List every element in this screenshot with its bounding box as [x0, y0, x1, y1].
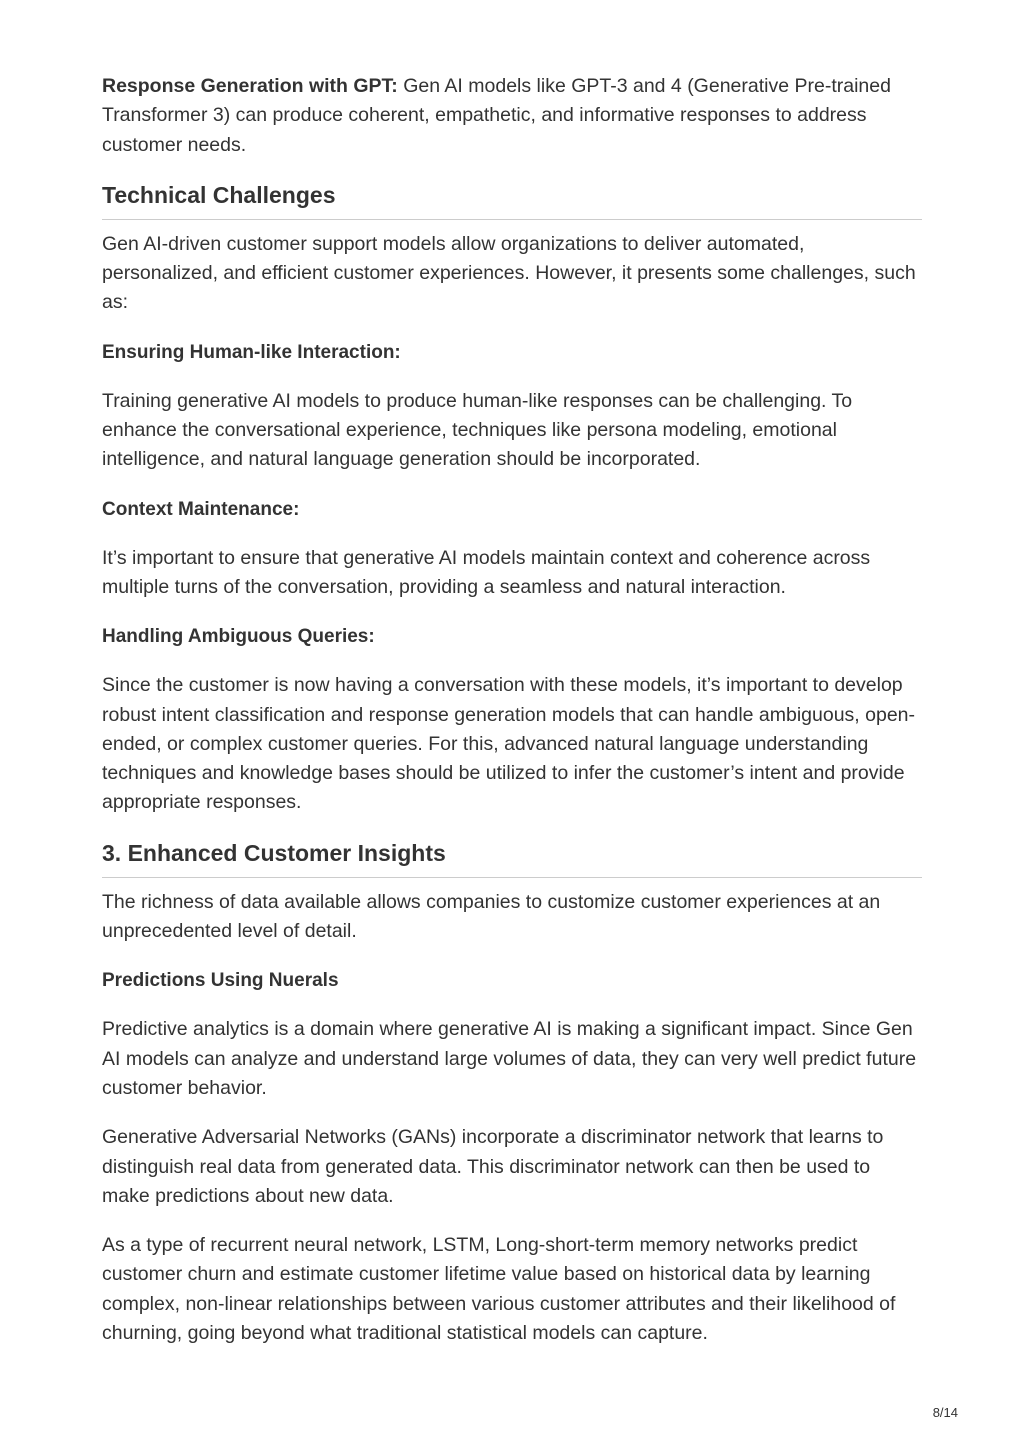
challenge-title-human-like: Ensuring Human-like Interaction: [102, 341, 401, 363]
predictions-paragraph-3: As a type of recurrent neural network, LSTM, Long-short-term memory networks predict customer churn and estimate customer lifetime value based on historical data by learning complex, non-linear relationships between various customer attributes and their likelihood of churning, going beyond what traditional statistical models can capture. [102, 1234, 896, 1345]
predictions-subheading: Predictions Using Nuerals [102, 970, 339, 992]
predictions-paragraph-2: Generative Adversarial Networks (GANs) incorporate a discriminator network that learns to distinguish real data from generated data. This discriminator network can then be used to make predictions about new data. [102, 1126, 884, 1207]
customer-insights-intro: The richness of data available allows companies to customize customer experiences at an unprecedented level of detail. [102, 890, 881, 943]
intro-paragraph [102, 72, 922, 160]
technical-challenges-heading: Technical Challenges [102, 180, 922, 220]
intro-lead: Response Generation with GPT: [102, 75, 398, 97]
challenge-title-ambiguous: Handling Ambiguous Queries: [102, 626, 375, 648]
challenge-text-ambiguous: Since the customer is now having a conversation with these models, it’s important to develop robust intent classification and response generation models that can handle ambiguous, open-ended, or complex customer queries. For this, advanced natural language understanding techniques and knowledge bases should be utilized to infer the customer’s intent and provide appropriate responses. [102, 674, 916, 814]
document-page [102, 72, 922, 1368]
intro-text: Gen AI models like GPT-3 and 4 (Generative Pre-trained Transformer 3) can produce coherent, empathetic, and informative responses to address customer needs. [102, 75, 891, 156]
technical-challenges-intro: Gen AI-driven customer support models allow organizations to deliver automated, personalized, and efficient customer experiences. However, it presents some challenges, such as: [102, 232, 916, 314]
page-number: 8/14 [932, 1405, 958, 1420]
challenge-text-human-like: Training generative AI models to produce human-like responses can be challenging. To enhance the conversational experience, techniques like persona modeling, emotional intelligence, and natural language generation should be incorporated. [102, 389, 853, 471]
customer-insights-heading: 3. Enhanced Customer Insights [102, 838, 922, 878]
challenge-title-context: Context Maintenance: [102, 498, 300, 520]
predictions-paragraph-1: Predictive analytics is a domain where generative AI is making a significant impact. Since Gen AI models can analyze and understand large volumes of data, they can very well predict future customer behavior. [102, 1018, 917, 1099]
challenge-text-context: It’s important to ensure that generative AI models maintain context and coherence across multiple turns of the conversation, providing a seamless and natural interaction. [102, 546, 871, 598]
